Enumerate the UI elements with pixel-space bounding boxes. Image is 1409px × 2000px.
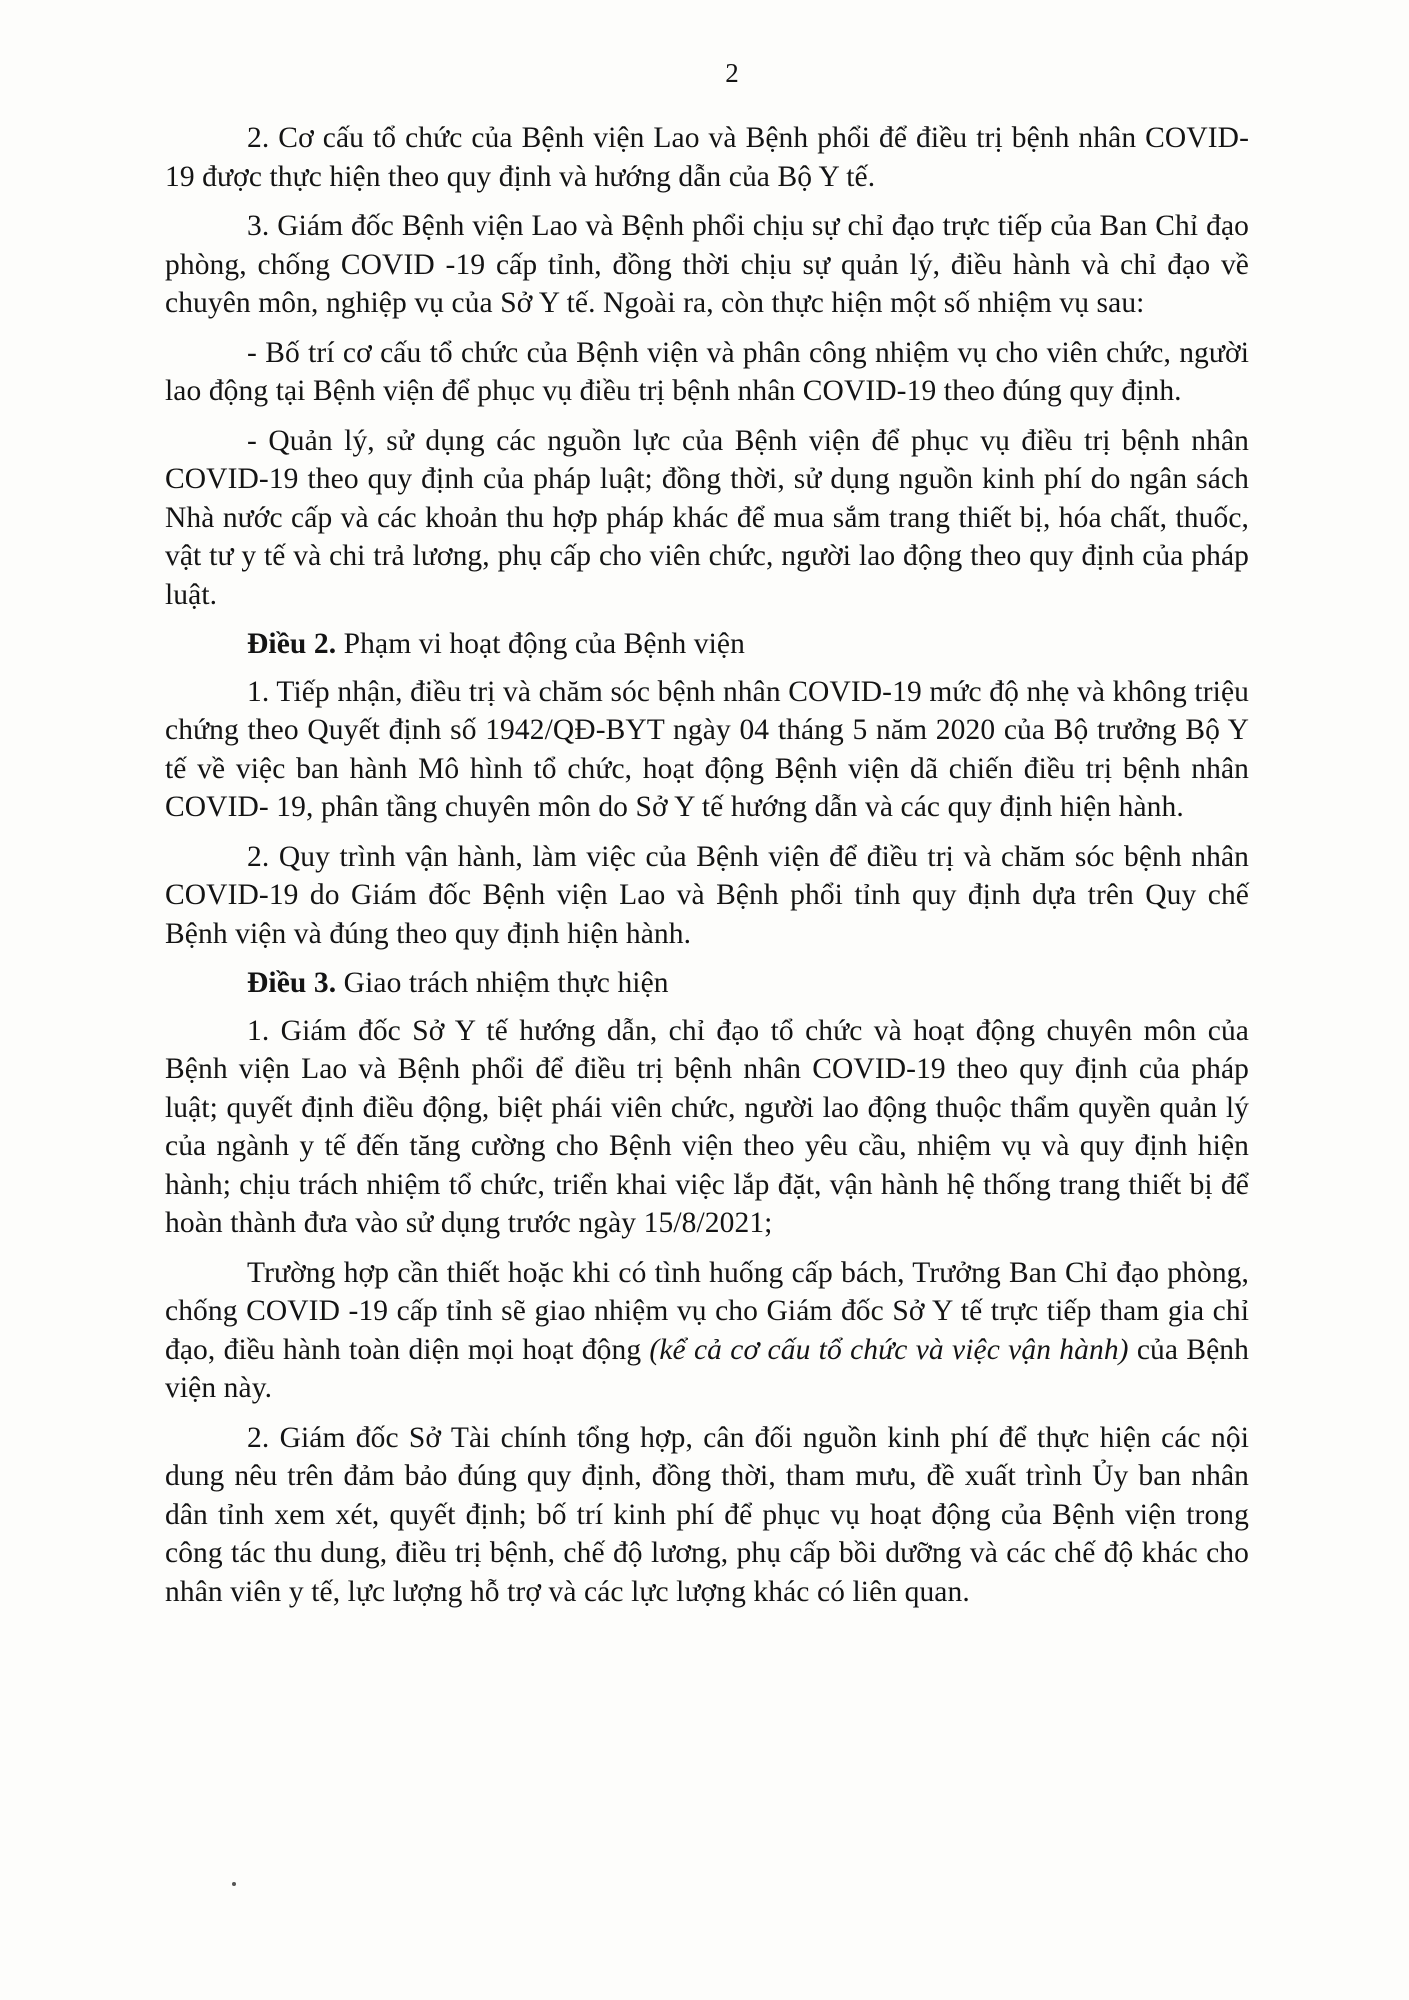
article-3-p2-end: của Bệnh viện này.: [165, 1333, 1250, 1404]
article-3-paragraph-2: [165, 1254, 1249, 1408]
article-3-p2-start: Trường hợp cần thiết hoặc khi có tình huống cấp bách, Trưởng Ban Chỉ đạo phòng, chống COVID -19 cấp tỉnh sẽ giao nhiệm vụ cho Giám đốc Sở Y tế trực tiếp tham gia chỉ đạo, điều hành toàn diện mọi hoạt động: [165, 1256, 1249, 1366]
article-2-label: Điều 2.: [247, 628, 337, 660]
paragraph-director-duties: 3. Giám đốc Bệnh viện Lao và Bệnh phổi chịu sự chỉ đạo trực tiếp của Ban Chỉ đạo phòng, chống COVID -19 cấp tỉnh, đồng thời chịu sự quản lý, điều hành và chỉ đạo về chuyên môn, nghiệp vụ của Sở Y tế. Ngoài ra, còn thực hiện một số nhiệm vụ sau:: [165, 210, 1249, 319]
article-2-heading: [165, 625, 1249, 664]
article-2-paragraph-1: 1. Tiếp nhận, điều trị và chăm sóc bệnh nhân COVID-19 mức độ nhẹ và không triệu chứng theo Quyết định số 1942/QĐ-BYT ngày 04 tháng 5 năm 2020 của Bộ trưởng Bộ Y tế về việc ban hành Mô hình tổ chức, hoạt động Bệnh viện dã chiến điều trị bệnh nhân COVID- 19, phân tầng chuyên môn do Sở Y tế hướng dẫn và các quy định hiện hành.: [165, 675, 1249, 823]
page-number: 2: [725, 58, 739, 88]
scan-speck: [232, 1882, 236, 1886]
paragraph-organization: - Bố trí cơ cấu tổ chức của Bệnh viện và phân công nhiệm vụ cho viên chức, người lao động tại Bệnh viện để phục vụ điều trị bệnh nhân COVID-19 theo đúng quy định.: [165, 336, 1249, 407]
article-3-paragraph-3: 2. Giám đốc Sở Tài chính tổng hợp, cân đối nguồn kinh phí để thực hiện các nội dung nêu trên đảm bảo đúng quy định, đồng thời, tham mưu, đề xuất trình Ủy ban nhân dân tỉnh xem xét, quyết định; bố trí kinh phí để phục vụ hoạt động của Bệnh viện trong công tác thu dung, điều trị bệnh, chế độ lương, phụ cấp bồi dưỡng và các chế độ khác cho nhân viên y tế, lực lượng hỗ trợ và các lực lượng khác có liên quan.: [165, 1421, 1249, 1608]
article-2-paragraph-2: 2. Quy trình vận hành, làm việc của Bệnh viện để điều trị và chăm sóc bệnh nhân COVID-19 do Giám đốc Bệnh viện Lao và Bệnh phổi tỉnh quy định dựa trên Quy chế Bệnh viện và đúng theo quy định hiện hành.: [165, 840, 1249, 950]
article-3-p2-italic: (kể cả cơ cấu tổ chức và việc vận hành): [649, 1333, 1129, 1366]
article-3-paragraph-1: 1. Giám đốc Sở Y tế hướng dẫn, chỉ đạo tổ chức và hoạt động chuyên môn của Bệnh viện Lao và Bệnh phổi để điều trị bệnh nhân COVID-19 theo quy định của pháp luật; quyết định điều động, biệt phái viên chức, người lao động thuộc thẩm quyền quản lý của ngành y tế đến tăng cường cho Bệnh viện theo yêu cầu, nhiệm vụ và quy định hiện hành; chịu trách nhiệm tổ chức, triển khai việc lắp đặt, vận hành hệ thống trang thiết bị để hoàn thành đưa vào sử dụng trước ngày 15/8/2021;: [165, 1014, 1249, 1239]
article-3-title: Giao trách nhiệm thực hiện: [336, 967, 669, 999]
article-3-label: Điều 3.: [247, 967, 337, 999]
paragraph-resources: - Quản lý, sử dụng các nguồn lực của Bệnh viện để phục vụ điều trị bệnh nhân COVID-19 theo quy định của pháp luật; đồng thời, sử dụng nguồn kinh phí do ngân sách Nhà nước cấp và các khoản thu hợp pháp khác để mua sắm trang thiết bị, hóa chất, thuốc, vật tư y tế và chi trả lương, phụ cấp cho viên chức, người lao động theo quy định của pháp luật.: [165, 424, 1249, 611]
article-3-heading: [165, 964, 1249, 1003]
article-2-title: Phạm vi hoạt động của Bệnh viện: [336, 628, 745, 660]
paragraph-structure: 2. Cơ cấu tổ chức của Bệnh viện Lao và Bệnh phổi để điều trị bệnh nhân COVID-19 được thực hiện theo quy định và hướng dẫn của Bộ Y tế.: [165, 122, 1249, 193]
